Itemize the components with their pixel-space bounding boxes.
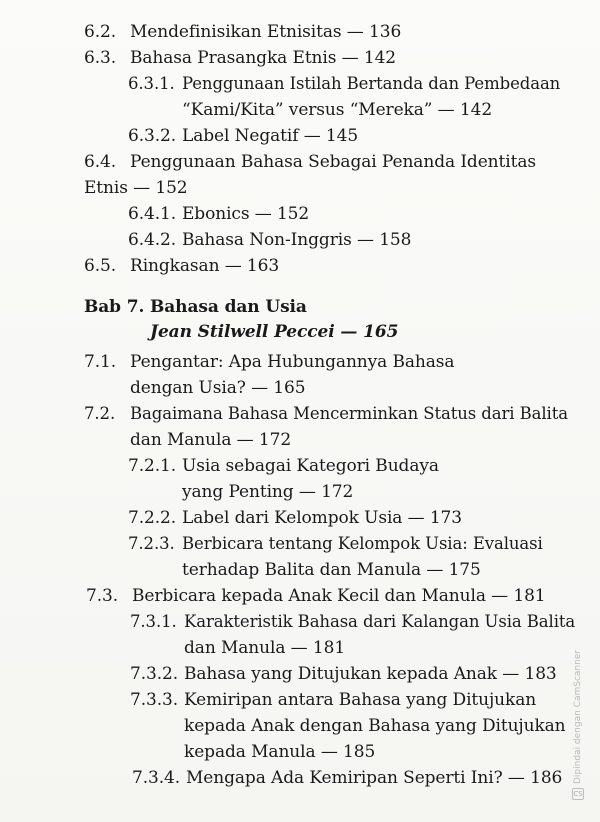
toc-entry-7-3-2	[130, 663, 557, 685]
entry-text: dengan Usia? — 165	[130, 378, 306, 398]
toc-entry-6-4-2	[128, 229, 411, 251]
toc-entry-6-4	[84, 151, 536, 173]
entry-text: dan Manula — 181	[184, 638, 346, 658]
entry-number: 7.3.3.	[130, 690, 179, 710]
entry-number: 6.4.2.	[128, 230, 177, 250]
toc-entry-7-3-3	[130, 689, 536, 711]
toc-entry-7-1-cont	[130, 377, 305, 399]
entry-text: Label Negatif — 145	[182, 126, 359, 146]
entry-number: 6.3.2.	[128, 126, 177, 146]
entry-number: 7.2.2.	[128, 508, 177, 528]
entry-number: 7.2.3.	[128, 534, 175, 553]
toc-entry-7-1	[84, 351, 454, 373]
toc-entry-7-2	[84, 403, 568, 425]
toc-entry-7-3-3-cont2	[184, 741, 375, 763]
entry-number: 7.3.1.	[130, 612, 177, 631]
toc-entry-6-3	[84, 47, 396, 69]
entry-text: terhadap Balita dan Manula — 175	[182, 560, 481, 580]
entry-text: Ringkasan — 163	[130, 256, 280, 276]
toc-entry-7-3	[86, 585, 546, 607]
toc-entry-7-3-3-cont	[184, 715, 566, 737]
toc-entry-7-2-3	[128, 533, 543, 555]
chapter-7-author	[150, 321, 398, 343]
camscanner-watermark	[572, 650, 584, 800]
toc-entry-7-2-2	[128, 507, 462, 529]
entry-text: yang Penting — 172	[182, 482, 354, 502]
entry-number: 7.3.	[86, 586, 119, 606]
entry-number: 7.2.	[84, 404, 116, 423]
chapter-title: Bahasa dan Usia	[150, 297, 307, 317]
entry-text: Kemiripan antara Bahasa yang Ditujukan	[184, 690, 537, 710]
entry-text: Berbicara kepada Anak Kecil dan Manula — 181	[132, 586, 546, 606]
entry-number: 6.4.	[84, 152, 117, 172]
entry-text: Etnis — 152	[84, 178, 188, 198]
entry-number: 6.4.1.	[128, 204, 177, 224]
toc-entry-6-5	[84, 255, 279, 277]
entry-text: Ebonics — 152	[182, 204, 310, 224]
entry-number: 7.1.	[84, 352, 117, 372]
toc-entry-6-3-2	[128, 125, 358, 147]
entry-text: Bahasa yang Ditujukan kepada Anak — 183	[184, 664, 557, 684]
entry-number: 7.2.1.	[128, 456, 177, 476]
entry-text: Usia sebagai Kategori Budaya	[182, 456, 439, 476]
watermark-text: Dipindai dengan CamScanner	[573, 649, 583, 784]
entry-number: 6.3.1.	[128, 74, 175, 93]
entry-text: Penggunaan Istilah Bertanda dan Pembedaan	[182, 74, 561, 93]
entry-text: Bahasa Prasangka Etnis — 142	[130, 48, 397, 68]
toc-entry-7-2-1	[128, 455, 439, 477]
entry-number: 6.2.	[84, 22, 117, 42]
entry-number: 6.5.	[84, 256, 117, 276]
entry-number: 7.3.4.	[132, 768, 181, 788]
toc-entry-7-2-3-cont	[182, 559, 481, 581]
entry-text: Bagaimana Bahasa Mencerminkan Status dari Balita	[130, 404, 568, 423]
entry-text: Label dari Kelompok Usia — 173	[182, 508, 462, 528]
entry-text: Berbicara tentang Kelompok Usia: Evaluasi	[182, 534, 543, 553]
entry-text: “Kami/Kita” versus “Mereka” — 142	[182, 100, 493, 120]
entry-number: 7.3.2.	[130, 664, 179, 684]
entry-text: Mengapa Ada Kemiripan Seperti Ini? — 186	[186, 768, 563, 788]
entry-text: Pengantar: Apa Hubungannya Bahasa	[130, 352, 455, 372]
toc-entry-7-3-4	[132, 767, 562, 789]
entry-text: Bahasa Non-Inggris — 158	[182, 230, 412, 250]
toc-entry-7-3-1	[130, 611, 575, 633]
entry-number: 6.3.	[84, 48, 117, 68]
entry-text: dan Manula — 172	[130, 430, 292, 450]
toc-entry-6-3-1-cont	[182, 99, 492, 121]
entry-text: Penggunaan Bahasa Sebagai Penanda Identitas	[130, 152, 536, 172]
chapter-7-heading	[84, 296, 307, 318]
chapter-author: Jean Stilwell Peccei — 165	[150, 322, 399, 342]
toc-entry-6-3-1	[128, 73, 560, 95]
toc-entry-6-4-cont	[84, 177, 188, 199]
entry-text: kepada Manula — 185	[184, 742, 376, 762]
toc-entry-6-4-1	[128, 203, 309, 225]
entry-text: Karakteristik Bahasa dari Kalangan Usia Balita	[184, 612, 576, 631]
toc-entry-7-2-cont	[130, 429, 291, 451]
entry-text: kepada Anak dengan Bahasa yang Ditujukan	[184, 716, 566, 736]
toc-entry-7-2-1-cont	[182, 481, 353, 503]
toc-entry-7-3-1-cont	[184, 637, 345, 659]
toc-entry-6-2	[84, 21, 401, 43]
entry-text: Mendefinisikan Etnisitas — 136	[130, 22, 402, 42]
camscanner-icon: CS	[573, 790, 583, 798]
chapter-number: Bab 7.	[84, 297, 145, 317]
